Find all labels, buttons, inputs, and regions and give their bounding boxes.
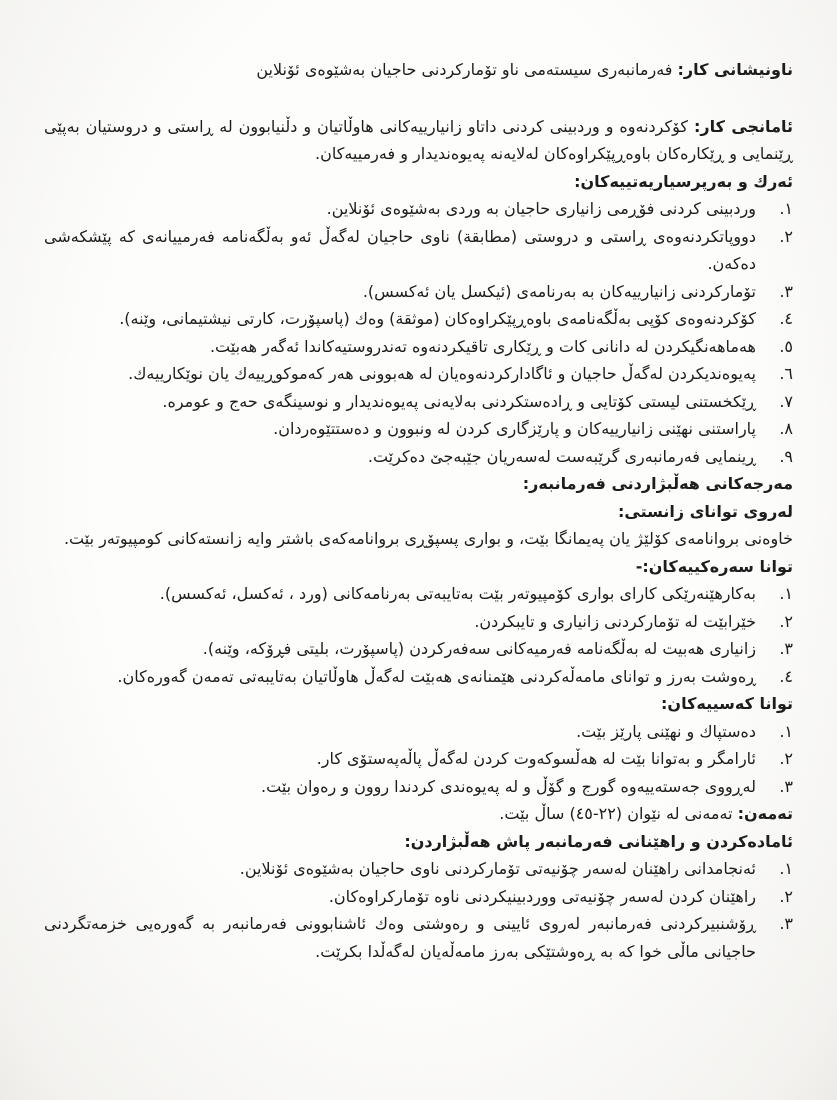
item-text: ڕینمایی فەرمانبەری گرێبەست لەسەریان جێبەجێ دەکرێت. (367, 446, 756, 466)
job-objective-paragraph (44, 113, 793, 168)
job-objective-label: ئامانجی کار: (693, 116, 793, 136)
list-item (44, 883, 793, 911)
item-text: ڕێکخستنی لیستی کۆتایی و ڕادەستکردنی بەلایەنی پەیوەندیدار و نوسینگەی حەج و عومرە. (162, 391, 756, 411)
main-skills-list (44, 580, 793, 690)
item-number: ١. (779, 584, 793, 603)
list-item (44, 195, 793, 223)
item-text: ڕەوشت بەرز و توانای مامەڵەکردنی هێمنانەی هەبێت لەگەڵ هاوڵاتیان بەتایبەتی تەمەن گەورەکان. (117, 666, 756, 686)
item-text: لەڕووی جەستەییەوە گورج و گۆڵ و لە پەیوەندی کردندا روون و رەوان بێت. (261, 776, 756, 796)
item-number: ١. (779, 721, 793, 741)
item-number: ٧. (779, 391, 793, 411)
job-title-label: ناونیشانی کار: (677, 60, 793, 79)
item-number: ٥. (779, 336, 793, 356)
list-item (44, 910, 793, 965)
item-text: ئەنجامدانی راهێنان لەسەر چۆنیەتی تۆمارکردنی ناوی حاجیان بەشێوەی ئۆنلاین. (239, 859, 756, 878)
item-number: ٣. (779, 776, 793, 796)
item-number: ٣. (779, 281, 793, 301)
list-item (44, 278, 793, 306)
item-number: ١. (779, 859, 793, 878)
item-number: ٩. (779, 446, 793, 466)
list-item (44, 855, 793, 883)
item-number: ٢. (779, 886, 793, 906)
item-text: هەماهەنگیکردن لە دانانی کات و ڕێکاری تاقیکردنەوە تەندروستیەکاندا ئەگەر هەبێت. (209, 336, 756, 356)
item-text: زانیاری هەبیت لە بەڵگەنامە فەرمیەکانی سەفەرکردن (پاسپۆرت، بلیتی فڕۆکە، وێنە). (202, 639, 756, 658)
main-skills-heading: توانا سەرەکییەکان:- (635, 556, 793, 576)
item-number: ٢. (779, 226, 793, 246)
item-number: ٣. (779, 914, 793, 933)
scientific-ability-text: خاوەنی بروانامەی کۆلێژ یان پەیمانگا بێت، و بواری پسپۆڕی بروانامەکەی باشتر وایە زانستەکانی کومپیوتەر بێت. (63, 529, 793, 548)
scientific-ability-heading: لەروی توانای زانستی: (618, 501, 793, 521)
age-text: تەمەنی لە نێوان (٢٢-٤٥) ساڵ بێت. (499, 804, 733, 823)
duties-heading: ئەرك و بەرپرسیاریەتییەکان: (574, 171, 793, 191)
list-item (44, 443, 793, 471)
item-text: تۆمارکردنی زانیارییەکان بە بەرنامەی (ئیکسل یان ئەکسس). (362, 281, 756, 301)
item-number: ٤. (779, 309, 793, 328)
duties-list (44, 195, 793, 470)
item-text: پەیوەندیکردن لەگەڵ حاجیان و ئاگادارکردنەوەیان لە هەبوونی هەر کەموکوڕییەك یان نوێکارییەك. (128, 364, 756, 383)
item-number: ١. (779, 199, 793, 218)
personal-skills-heading: توانا کەسییەکان: (661, 694, 793, 713)
item-number: ٢. (779, 611, 793, 631)
list-item (44, 663, 793, 691)
list-item (44, 580, 793, 608)
item-number: ٨. (779, 419, 793, 438)
list-item (44, 773, 793, 801)
personal-skills-list (44, 718, 793, 801)
list-item (44, 608, 793, 636)
list-item (44, 223, 793, 278)
training-list (44, 855, 793, 965)
list-item (44, 305, 793, 333)
item-text: وردبینی کردنی فۆڕمی زانیاری حاجیان بە وردی بەشێوەی ئۆنلاین. (326, 199, 756, 218)
item-text: ڕۆشنبیرکردنی فەرمانبەر لەروی ئایینی و رەوشتی وەك ئاشنابوونی فەرمانبەر بە گەورەیی خزمەتگردنی حاجیانی ماڵی خوا کە بە ڕەوشتێکی بەرز مامەڵەیان لەگەڵدا بکرێت. (44, 914, 756, 961)
item-number: ٣. (779, 639, 793, 658)
item-text: دووپاتکردنەوەی ڕاستی و دروستی (مطابقة) ناوی حاجیان لەگەڵ ئەو بەڵگەنامە فەرمییانەی کە پێشکەشی دەکەن. (44, 226, 756, 273)
item-text: راهێنان کردن لەسەر چۆنیەتی ووردبینیکردنی ناوە تۆمارکراوەکان. (328, 886, 756, 906)
item-text: پاراستنی نهێنی زانیارییەکان و پارێزگاری کردن لە ونبوون و دەستتێوەردان. (273, 419, 756, 438)
job-title-text: فەرمانبەری سیستەمی ناو تۆمارکردنی حاجیان بەشێوەی ئۆنلاین (256, 60, 673, 79)
age-label: تەمەن: (737, 804, 793, 823)
item-text: خێرابێت لە تۆمارکردنی زانیاری و تایبکردن. (474, 611, 756, 631)
item-number: ٦. (779, 364, 793, 383)
item-text: دەستپاك و نهێنی پارێز بێت. (576, 721, 756, 741)
job-title-line (44, 56, 793, 84)
list-item (44, 415, 793, 443)
item-text: کۆکردنەوەی کۆپی بەڵگەنامەی باوەڕپێکراوەکان (موثقة) وەك (پاسپۆرت، کارتی نیشتیمانی، وێنە). (119, 309, 756, 328)
job-objective-text: کۆکردنەوە و وردبینی کردنی داتاو زانیارییەکانی هاوڵاتیان و دڵنیابوون لە ڕاستی و دروستیان بەپێی ڕێنمایی و ڕێکارەکان باوەڕپێکراوەکان لەلایەنە پەیوەندیدار و فەرمییەکان. (44, 116, 793, 163)
age-line (44, 800, 793, 828)
list-item (44, 360, 793, 388)
criteria-heading: مەرجەکانی هەڵبژاردنی فەرمانبەر: (522, 474, 793, 493)
list-item (44, 388, 793, 416)
item-text: بەکارهێنەرێکی کارای بواری کۆمپیوتەر بێت بەتایبەتی بەرنامەکانی (ورد ، ئەکسل، ئەکسس). (159, 584, 756, 603)
list-item (44, 718, 793, 746)
item-number: ٢. (779, 749, 793, 768)
list-item (44, 635, 793, 663)
item-number: ٤. (779, 666, 793, 686)
list-item (44, 745, 793, 773)
list-item (44, 333, 793, 361)
training-heading: ئامادەکردن و راهێنانی فەرمانبەر پاش هەڵبژاردن: (404, 831, 793, 851)
item-text: ئارامگر و بەتوانا بێت لە هەڵسوکەوت کردن لەگەڵ پاڵەپەستۆی کار. (316, 749, 756, 768)
